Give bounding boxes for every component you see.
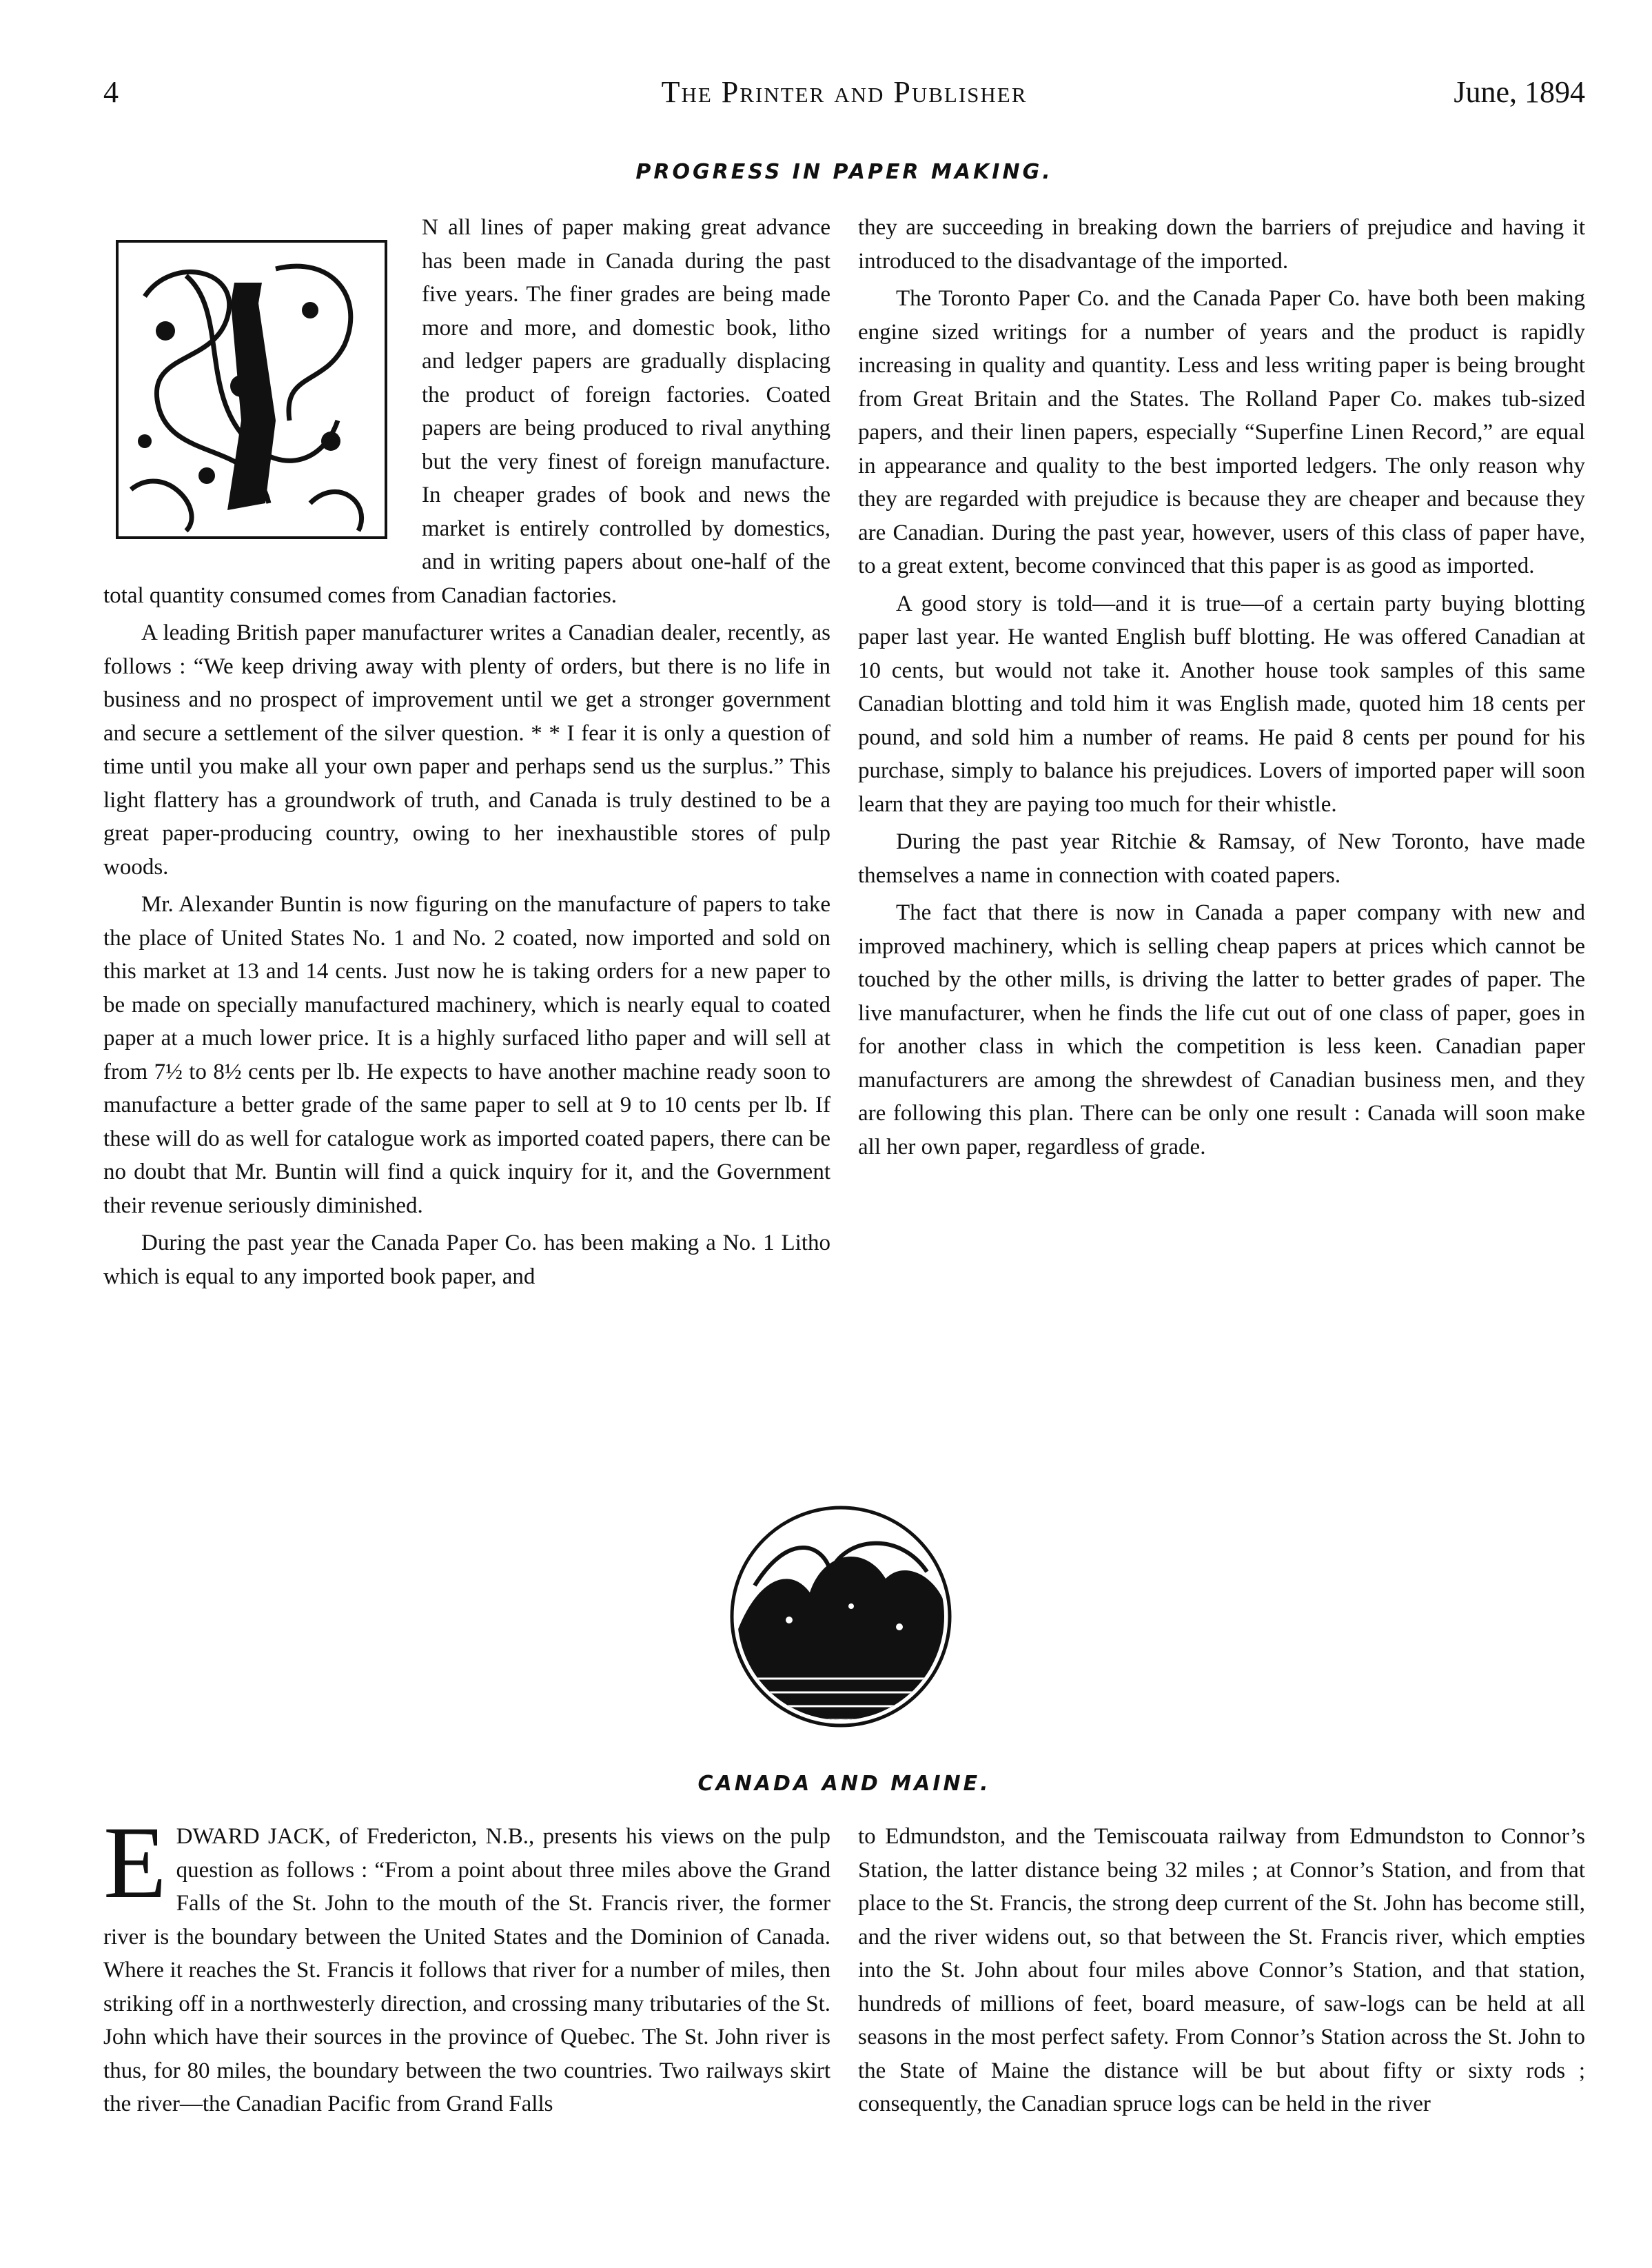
article-title-progress: PROGRESS IN PAPER MAKING.	[635, 160, 1053, 184]
paragraph: they are succeeding in breaking down the barriers of prejudice and having it introduced to the disadvantage of the imported.	[858, 215, 1585, 274]
paragraph: N all lines of paper making great advance has been made in Canada during the past five years. The finer grades are being made more and more, and domestic book, litho and ledger papers are gradually displacing the product of foreign factories. Coated papers are being produced to rival anything but the very finest of foreign manufacture. In cheaper grades of book and news the market is entirely controlled by domestics, and in writing papers about one-half of the total quantity consumed comes from Canadian factories.	[103, 215, 830, 608]
paragraph: During the past year Ritchie & Ramsay, of New Toronto, have made themselves a name in connection with coated papers.	[858, 829, 1585, 888]
page-number: 4	[103, 75, 119, 109]
paragraph: DWARD JACK, of Fredericton, N.B., presents his views on the pulp question as follows : “From a point about three miles above the Grand Falls of the St. John to the mouth of the St. Francis river, the former river is the boundary between the United States and the Dominion of Canada. Where it reaches the St. Francis it follows that river for a number of miles, then striking off in a northwesterly direction, and crossing many tributaries of the St. John which have their sources in the province of Quebec. The St. John river is thus, for 80 miles, the boundary between the two countries. Two railways skirt the river—the Canadian Pacific from Grand Falls	[103, 1824, 830, 2116]
running-title: The Printer and Publisher	[661, 75, 1028, 109]
ornamental-initial-I-icon	[103, 214, 407, 558]
article2-left-column	[103, 1805, 830, 2125]
paragraph: During the past year the Canada Paper Co. has been making a No. 1 Litho which is equal to any imported book paper, and	[103, 1231, 830, 1289]
article1-left-column	[103, 211, 830, 1297]
issue-date: June, 1894	[1454, 75, 1585, 109]
landscape-vignette-icon	[727, 1503, 955, 1730]
paragraph: to Edmundston, and the Temiscouata railway from Edmundston to Connor’s Station, the latter distance being 32 miles ; at Connor’s Station, and from that place to the St. Francis, the strong deep current of the St. John has become still, and the river widens out, so that between the St. Francis river, which empties into the St. John about four miles above Connor’s Station, and that station, hundreds of millions of feet, board measure, of saw-logs can be held at all seasons in the most perfect safety. From Connor’s Station across the St. John to the State of Maine the distance will be but about fifty or sixty rods ; consequently, the Canadian spruce logs can be held in the river	[858, 1824, 1585, 2116]
article-title-canada-maine: CANADA AND MAINE.	[697, 1772, 991, 1796]
paragraph: The fact that there is now in Canada a paper company with new and improved machinery, which is selling cheap papers at prices which cannot be touched by the other mills, is driving the latter to better grades of paper. The live manufacturer, when he finds the life cut out of one class of paper, goes in for another class in which the competition is less keen. Canadian paper manufacturers are among the shrewdest of Canadian business men, and they are following this plan. There can be only one result : Canada will soon make all her own paper, regardless of grade.	[858, 900, 1585, 1160]
paragraph: A leading British paper manufacturer writes a Canadian dealer, recently, as follows : “We keep driving away with plenty of orders, but there is no life in business and no prospect of improvement until we get a stronger government and secure a settlement of the silver question. * * I fear it is only a question of time until you make all your own paper and perhaps send us the surplus.” This light flattery has a groundwork of truth, and Canada is truly destined to be a great paper-producing country, owing to her inexhaustible stores of pulp woods.	[103, 620, 830, 880]
article1-right-column	[858, 211, 1585, 1168]
article2-right-column	[858, 1820, 1585, 2125]
paragraph: The Toronto Paper Co. and the Canada Paper Co. have both been making engine sized writings for a number of years and the product is rapidly increasing in quality and quantity. Less and less writing paper is being brought from Great Britain and the States. The Rolland Paper Co. makes tub-sized papers, and their linen papers, especially “Superfine Linen Record,” are equal in appearance and quality to the best imported ledgers. The only reason why they are regarded with prejudice is because they are cheaper and because they are Canadian. During the past year, however, users of this class of paper have, to a great extent, become convinced that this paper is as good as imported.	[858, 286, 1585, 578]
paragraph: Mr. Alexander Buntin is now figuring on the manufacture of papers to take the place of United States No. 1 and No. 2 coated, now imported and sold on this market at 13 and 14 cents. Just now he is taking orders for a new paper to be made on specially manufactured machinery, which is nearly equal to coated paper at a much lower price. It is a highly surfaced litho paper and will sell at from 7½ to 8½ cents per lb. He expects to have another machine ready soon to manufacture a better grade of the same paper to sell at 9 to 10 cents per lb. If these will do as well for catalogue work as imported coated papers, there can be no doubt that Mr. Buntin will find a quick inquiry for it, and the Government their revenue seriously diminished.	[103, 892, 830, 1218]
running-head	[103, 74, 1585, 116]
paragraph: A good story is told—and it is true—of a certain party buying blotting paper last year. He wanted English buff blotting. He was offered Canadian at 10 cents, but would not take it. Another house took samples of this same Canadian blotting and told him it was English made, quoted him 18 cents per pound, and sold him a number of reams. He paid 8 cents per pound for his purchase, simply to balance his prejudices. Lovers of imported paper will soon learn that they are paying too much for their whistle.	[858, 591, 1585, 817]
initial-letter-E: E	[103, 1805, 167, 1920]
